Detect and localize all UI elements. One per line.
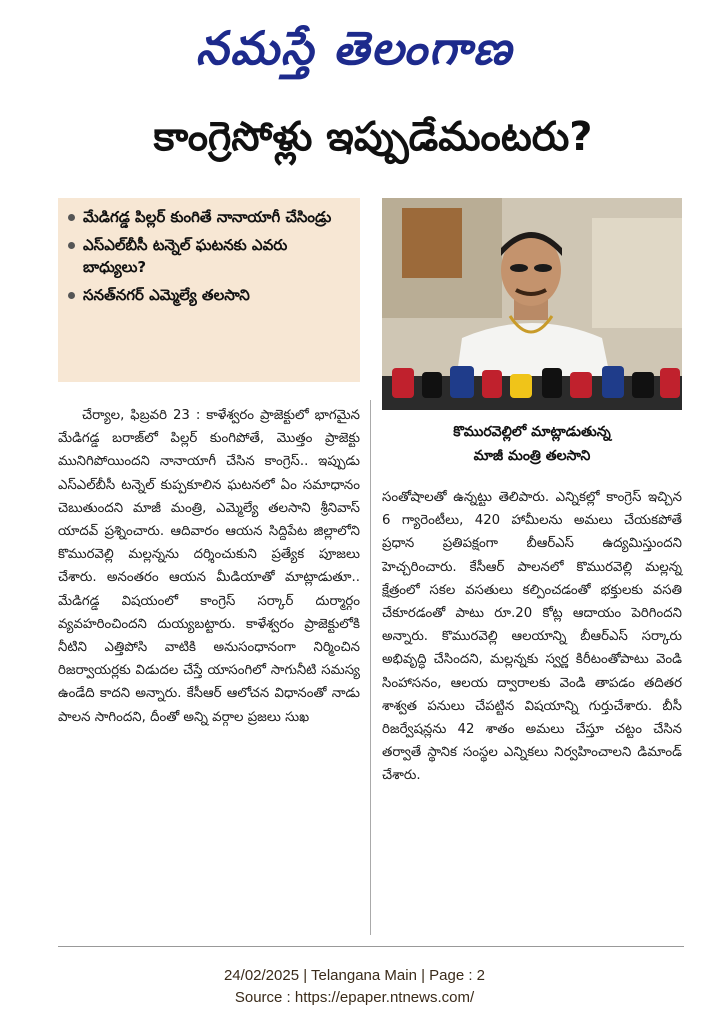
highlight-text: సనత్‌నగర్ ఎమ్మెల్యే తలసాని: [83, 286, 250, 304]
photo-illustration: [382, 198, 682, 410]
highlight-item: [68, 234, 350, 278]
article-text: సంతోషాలతో ఉన్నట్టు తెలిపారు. ఎన్నికల్లో కాంగ్రెస్ ఇచ్చిన 6 గ్యారెంటీలు, 420 హామీలను అమలు చేయకపోతే ప్రధాన ప్రతిపక్షంగా బీఆర్‌ఎస్ ఉద్యమిస్తుందని హెచ్చరించారు. కేసీఆర్ పాలనలో కొమురవెల్లి మల్లన్న క్షేత్రంలో సకల వసతులు కల్పించడంతో భక్తులకు వసతి చేకూరడంతో పాటు రూ.20 కోట్ల ఆదాయం పెరిగిందని అన్నారు. కొమురవెల్లి ఆలయాన్ని బీఆర్‌ఎస్ సర్కారు అభివృద్ధి చేసిందని, మల్లన్నకు స్వర్ణ కిరీటంతోపాటు వెండి సింహాసనం, ఆలయ ద్వారాలకు వెండి తాపడం తదితర శాశ్వత పనులు చేపట్టిన విషయాన్ని గుర్తుచేశారు. బీసీ రిజర్వేషన్లను 42 శాతం అమలు చేస్తూ చట్టం చేసిన తర్వాతే స్థానిక సంస్థల ఎన్నికలు నిర్వహించాలని డిమాండ్ చేశారు.: [382, 490, 682, 784]
caption-line: కొమురవెల్లిలో మాట్లాడుతున్న: [453, 424, 611, 440]
article-column-left: [58, 404, 360, 944]
photo-caption: [382, 420, 682, 470]
article-column-right: [382, 486, 682, 936]
article-text: చేర్యాల, ఫిబ్రవరి 23 : కాళేశ్వరం ప్రాజెక్టులో భాగమైన మేడిగడ్డ బరాజ్‌లో పిల్లర్ కుంగిపోతే, మొత్తం ప్రాజెక్టు మునిగిపోయిందని నానాయాగీ చేసిన కాంగ్రెస్.. ఇప్పుడు ఎస్‌ఎల్‌బీసీ టన్నెల్ కుప్పకూలిన ఘటనలో ఏం సమాధానం చెబుతుందని మాజీ మంత్రి, ఎమ్మెల్యే తలసాని శ్రీనివాస్ యాదవ్ ప్రశ్నించారు. ఆదివారం ఆయన సిద్దిపేట జిల్లాలోని కొమురవెల్లి మల్లన్నను దర్శించుకుని ప్రత్యేక పూజలు చేశారు. అనంతరం ఆయన మీడియాతో మాట్లాడుతూ.. మేడిగడ్డ విషయంలో కాంగ్రెస్ సర్కార్ దుర్మార్గం వ్యవహరించిందని దుయ్యబట్టారు. కాళేశ్వరం ప్రాజెక్టులోకి నీటిని ఎత్తిపోసి వాటికి అనుసంధానంగా నిర్మించిన రిజర్వాయర్లకు విడుదల చేస్తే యాసంగిలో సాగునీటి సమస్య ఉండేది కాదని అన్నారు. కేసీఆర్ ఆలోచన విధానంతో నాడు పాలన సాగిందని, దీంతో అన్ని వర్గాల ప్రజలు సుఖ: [58, 408, 360, 725]
highlight-text: ఎస్‌ఎల్‌బీసీ టన్నెల్ ఘటనకు ఎవరు బాధ్యులు?: [83, 236, 288, 276]
footer-divider: [58, 946, 684, 947]
highlight-text: మేడిగడ్డ పిల్లర్ కుంగితే నానాయాగీ చేసిండ్రు: [83, 208, 332, 226]
highlight-item: [68, 206, 350, 228]
headline: కాంగ్రెసోళ్లు ఇప్పుడేమంటరు?: [153, 114, 593, 160]
footer-date-edition: 24/02/2025 | Telangana Main | Page : 2: [223, 967, 486, 984]
footer-source-link[interactable]: Source : https://epaper.ntnews.com/: [234, 989, 475, 1006]
column-divider: [370, 400, 371, 935]
highlight-item: [68, 284, 350, 306]
footer: [0, 965, 709, 1009]
bullet-icon: [68, 292, 75, 299]
masthead-logo: నమస్తే తెలంగాణ: [195, 21, 514, 75]
news-photo: [382, 198, 682, 410]
caption-line: మాజీ మంత్రి తలసాని: [473, 448, 591, 464]
highlights-box: [58, 198, 360, 382]
bullet-icon: [68, 242, 75, 249]
bullet-icon: [68, 214, 75, 221]
